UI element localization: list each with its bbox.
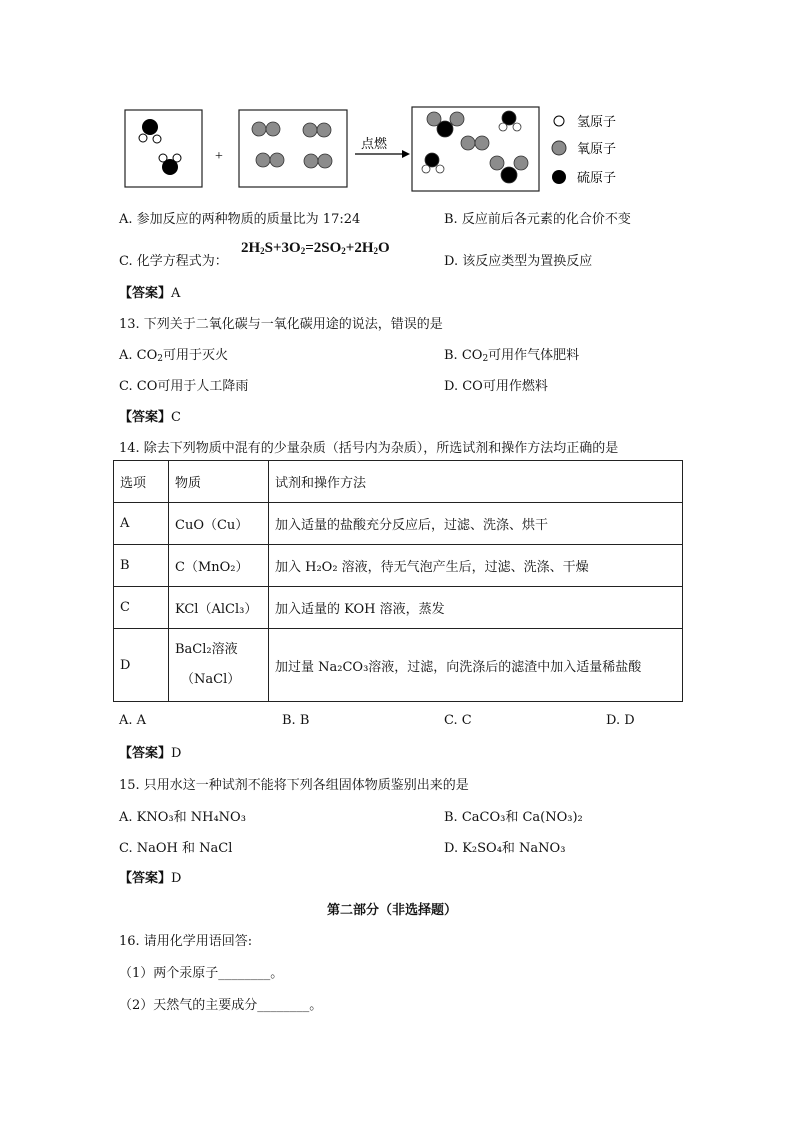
reaction-arrow-head bbox=[402, 150, 410, 158]
table-cell: 加入 H₂O₂ 溶液，待无气泡产生后，过滤、洗涤、干燥 bbox=[269, 545, 683, 587]
reaction-diagram bbox=[0, 0, 794, 200]
table-cell: D bbox=[114, 629, 169, 702]
molecule-o2-atom bbox=[266, 122, 280, 136]
molecule-o2-atom bbox=[317, 123, 331, 137]
table-header: 试剂和操作方法 bbox=[269, 461, 683, 503]
q15-answer: 【答案】D bbox=[119, 871, 182, 886]
table-cell: 加入适量的 KOH 溶液，蒸发 bbox=[269, 587, 683, 629]
table-cell: BaCl₂溶液 （NaCl） bbox=[169, 629, 269, 702]
molecule-o2-atom bbox=[303, 123, 317, 137]
legend-hydrogen-label: 氢原子 bbox=[577, 115, 617, 130]
molecule-h2o-hydrogen bbox=[513, 123, 521, 131]
table-row bbox=[114, 503, 683, 545]
q14-choice-b: B. B bbox=[282, 713, 310, 728]
legend-sulfur-label: 硫原子 bbox=[577, 171, 617, 186]
q16-part1: （1）两个汞原子________。 bbox=[119, 966, 284, 981]
q13-option-a: A. $CO_2$可用于灭火 bbox=[119, 348, 229, 364]
q15-option-b: B. CaCO₃和 Ca(NO₃)₂ bbox=[444, 810, 583, 825]
table-cell: 加过量 Na₂CO₃溶液，过滤，向洗涤后的滤渣中加入适量稀盐酸 bbox=[269, 629, 683, 702]
plus-sign: + bbox=[215, 149, 223, 164]
table-cell: B bbox=[114, 545, 169, 587]
q14-choice-a: A. A bbox=[119, 713, 147, 728]
q13-answer: 【答案】C bbox=[119, 410, 181, 425]
q12-option-b: B. 反应前后各元素的化合价不变 bbox=[444, 212, 631, 227]
q12-equation: $2H_2S+3O_2=2SO_2+2H_2O$ bbox=[241, 240, 390, 256]
molecule-so2-oxygen bbox=[514, 156, 528, 170]
legend-sulfur-icon bbox=[552, 170, 566, 184]
legend-oxygen-label: 氧原子 bbox=[577, 142, 617, 157]
q12-answer: 【答案】A bbox=[119, 286, 181, 301]
molecule-h2s-1-sulfur bbox=[142, 119, 158, 135]
molecule-o2-atom bbox=[304, 154, 318, 168]
q12-option-a: A. 参加反应的两种物质的质量比为 17:24 bbox=[119, 212, 361, 227]
table-header-row bbox=[114, 461, 683, 503]
molecule-o2-atom bbox=[475, 136, 489, 150]
q16-stem: 16. 请用化学用语回答: bbox=[119, 934, 253, 949]
q14-choice-c: C. C bbox=[444, 713, 472, 728]
q16-part2: （2）天然气的主要成分________。 bbox=[119, 998, 323, 1013]
q12-option-d: D. 该反应类型为置换反应 bbox=[444, 254, 593, 269]
q15-option-a: A. KNO₃和 NH₄NO₃ bbox=[119, 810, 246, 825]
table-cell: C（MnO₂） bbox=[169, 545, 269, 587]
arrow-label: 点燃 bbox=[361, 137, 388, 152]
molecule-h2s-2-sulfur bbox=[162, 159, 178, 175]
table-cell: 加入适量的盐酸充分反应后，过滤、洗涤、烘干 bbox=[269, 503, 683, 545]
q12-option-c: C. 化学方程式为： bbox=[119, 254, 228, 269]
molecule-h2s-1-hydrogen bbox=[139, 134, 147, 142]
molecule-so2-sulfur bbox=[501, 167, 517, 183]
molecule-o2-atom bbox=[256, 153, 270, 167]
q15-option-c: C. NaOH 和 NaCl bbox=[119, 841, 233, 856]
q13-option-b: B. $CO_2$可用作气体肥料 bbox=[444, 348, 580, 364]
q15-stem: 15. 只用水这一种试剂不能将下列各组固体物质鉴别出来的是 bbox=[119, 778, 469, 793]
molecule-h2o-hydrogen bbox=[499, 123, 507, 131]
q13-option-d: D. CO可用作燃料 bbox=[444, 379, 548, 394]
table-row bbox=[114, 545, 683, 587]
molecule-o2-atom bbox=[252, 122, 266, 136]
molecule-o2-atom bbox=[318, 154, 332, 168]
molecule-h2s-1-hydrogen bbox=[153, 135, 161, 143]
molecule-o2-atom bbox=[270, 153, 284, 167]
molecule-h2o-hydrogen bbox=[422, 165, 430, 173]
table-row bbox=[114, 629, 683, 702]
table-cell: KCl（AlCl₃） bbox=[169, 587, 269, 629]
molecule-so2-sulfur bbox=[437, 121, 453, 137]
molecule-o2-atom bbox=[461, 136, 475, 150]
table-cell: CuO（Cu） bbox=[169, 503, 269, 545]
q15-option-d: D. K₂SO₄和 NaNO₃ bbox=[444, 841, 566, 856]
q13-stem: 13. 下列关于二氧化碳与一氧化碳用途的说法，错误的是 bbox=[119, 317, 443, 332]
table-cell: C bbox=[114, 587, 169, 629]
reactant-box-h2s bbox=[125, 110, 202, 187]
molecule-h2o-hydrogen bbox=[436, 165, 444, 173]
molecule-so2-oxygen bbox=[450, 112, 464, 126]
table-row bbox=[114, 587, 683, 629]
legend-hydrogen-icon bbox=[554, 116, 564, 126]
reactant-box-o2 bbox=[239, 110, 347, 187]
q14-table bbox=[113, 460, 683, 702]
q13-option-c: C. CO可用于人工降雨 bbox=[119, 379, 249, 394]
table-header: 选项 bbox=[114, 461, 169, 503]
legend-oxygen-icon bbox=[552, 141, 566, 155]
table-header: 物质 bbox=[169, 461, 269, 503]
q14-choice-d: D. D bbox=[606, 713, 635, 728]
molecule-so2-oxygen bbox=[490, 156, 504, 170]
q14-stem: 14. 除去下列物质中混有的少量杂质（括号内为杂质），所选试剂和操作方法均正确的是 bbox=[119, 441, 619, 456]
table-cell: A bbox=[114, 503, 169, 545]
q14-answer: 【答案】D bbox=[119, 746, 182, 761]
part2-title: 第二部分（非选择题） bbox=[327, 903, 458, 918]
